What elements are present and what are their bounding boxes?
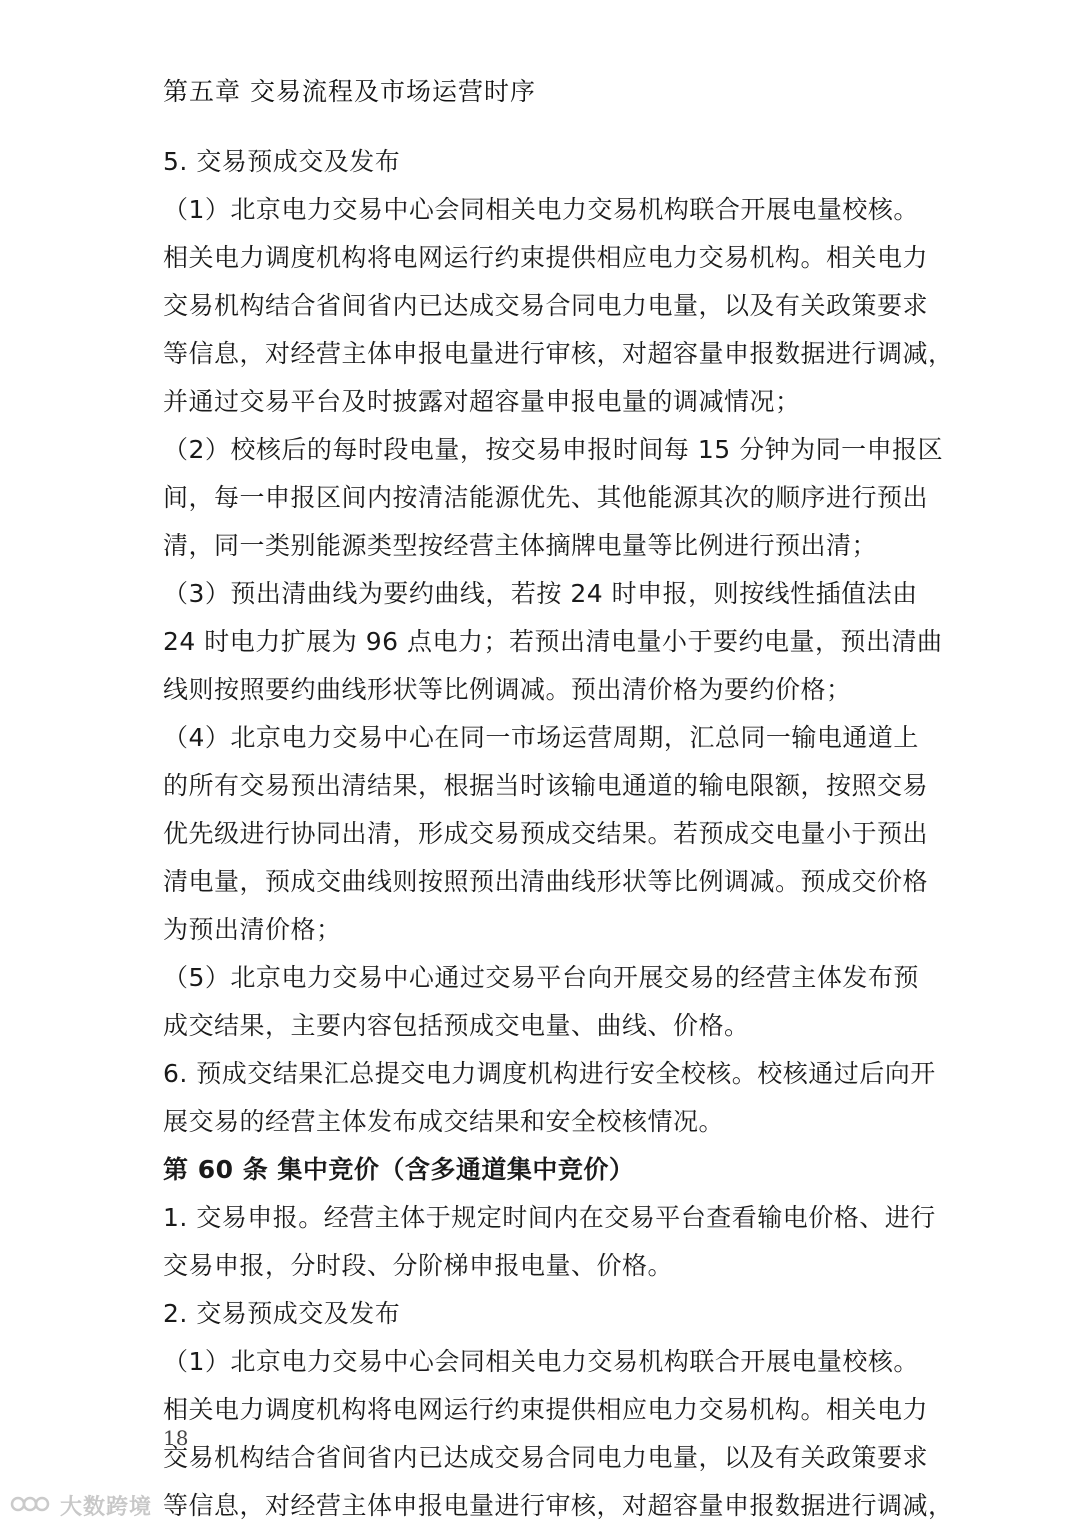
text-line: 等信息，对经营主体申报电量进行审核，对超容量申报数据进行调减， — [163, 339, 954, 368]
text-line: （4）北京电力交易中心在同一市场运营周期，汇总同一输电通道上 — [163, 723, 919, 752]
text-line: （2）校核后的每时段电量，按交易申报时间每 15 分钟为同一申报区 — [163, 435, 944, 464]
chapter-header: 第五章 交易流程及市场运营时序 — [163, 77, 536, 106]
document-body — [163, 138, 954, 1530]
text-line: 24 时电力扩展为 96 点电力；若预出清电量小于要约电量，预出清曲 — [163, 627, 943, 656]
text-line: 间，每一申报区间内按清洁能源优先、其他能源其次的顺序进行预出 — [163, 483, 929, 512]
watermark-logo-icon — [10, 1491, 54, 1521]
text-line: 交易机构结合省间省内已达成交易合同电力电量，以及有关政策要求 — [163, 291, 929, 320]
text-line: （3）预出清曲线为要约曲线，若按 24 时申报，则按线性插值法由 — [163, 579, 918, 608]
text-line: 成交结果，主要内容包括预成交电量、曲线、价格。 — [163, 1011, 750, 1040]
article-heading-line: 第 60 条 集中竞价（含多通道集中竞价） — [163, 1155, 635, 1184]
text-line: 线则按照要约曲线形状等比例调减。预出清价格为要约价格； — [163, 675, 852, 704]
text-line: （1）北京电力交易中心会同相关电力交易机构联合开展电量校核。 — [163, 1347, 919, 1376]
text-line: 清，同一类别能源类型按经营主体摘牌电量等比例进行预出清； — [163, 531, 878, 560]
page-number: 18 — [163, 1426, 189, 1450]
watermark — [10, 1490, 152, 1521]
text-line: 1. 交易申报。经营主体于规定时间内在交易平台查看输电价格、进行 — [163, 1203, 936, 1232]
text-line: 5. 交易预成交及发布 — [163, 147, 401, 176]
text-line: 优先级进行协同出清，形成交易预成交结果。若预成交电量小于预出 — [163, 819, 929, 848]
text-line: 交易机构结合省间省内已达成交易合同电力电量，以及有关政策要求 — [163, 1443, 929, 1472]
text-line: 交易申报，分时段、分阶梯申报电量、价格。 — [163, 1251, 674, 1280]
text-line: 相关电力调度机构将电网运行约束提供相应电力交易机构。相关电力 — [163, 243, 929, 272]
text-line: （5）北京电力交易中心通过交易平台向开展交易的经营主体发布预 — [163, 963, 919, 992]
text-line: 等信息，对经营主体申报电量进行审核，对超容量申报数据进行调减， — [163, 1491, 954, 1520]
text-line: 2. 交易预成交及发布 — [163, 1299, 401, 1328]
text-line: 为预出清价格； — [163, 915, 342, 944]
text-line: 相关电力调度机构将电网运行约束提供相应电力交易机构。相关电力 — [163, 1395, 929, 1424]
text-line: 6. 预成交结果汇总提交电力调度机构进行安全校核。校核通过后向开 — [163, 1059, 936, 1088]
text-line: 清电量，预成交曲线则按照预出清曲线形状等比例调减。预成交价格 — [163, 867, 929, 896]
text-line: （1）北京电力交易中心会同相关电力交易机构联合开展电量校核。 — [163, 195, 919, 224]
watermark-text: 大数跨境 — [60, 1495, 153, 1520]
text-line: 并通过交易平台及时披露对超容量申报电量的调减情况； — [163, 387, 801, 416]
text-line: 展交易的经营主体发布成交结果和安全校核情况。 — [163, 1107, 725, 1136]
text-line: 的所有交易预出清结果，根据当时该输电通道的输电限额，按照交易 — [163, 771, 929, 800]
